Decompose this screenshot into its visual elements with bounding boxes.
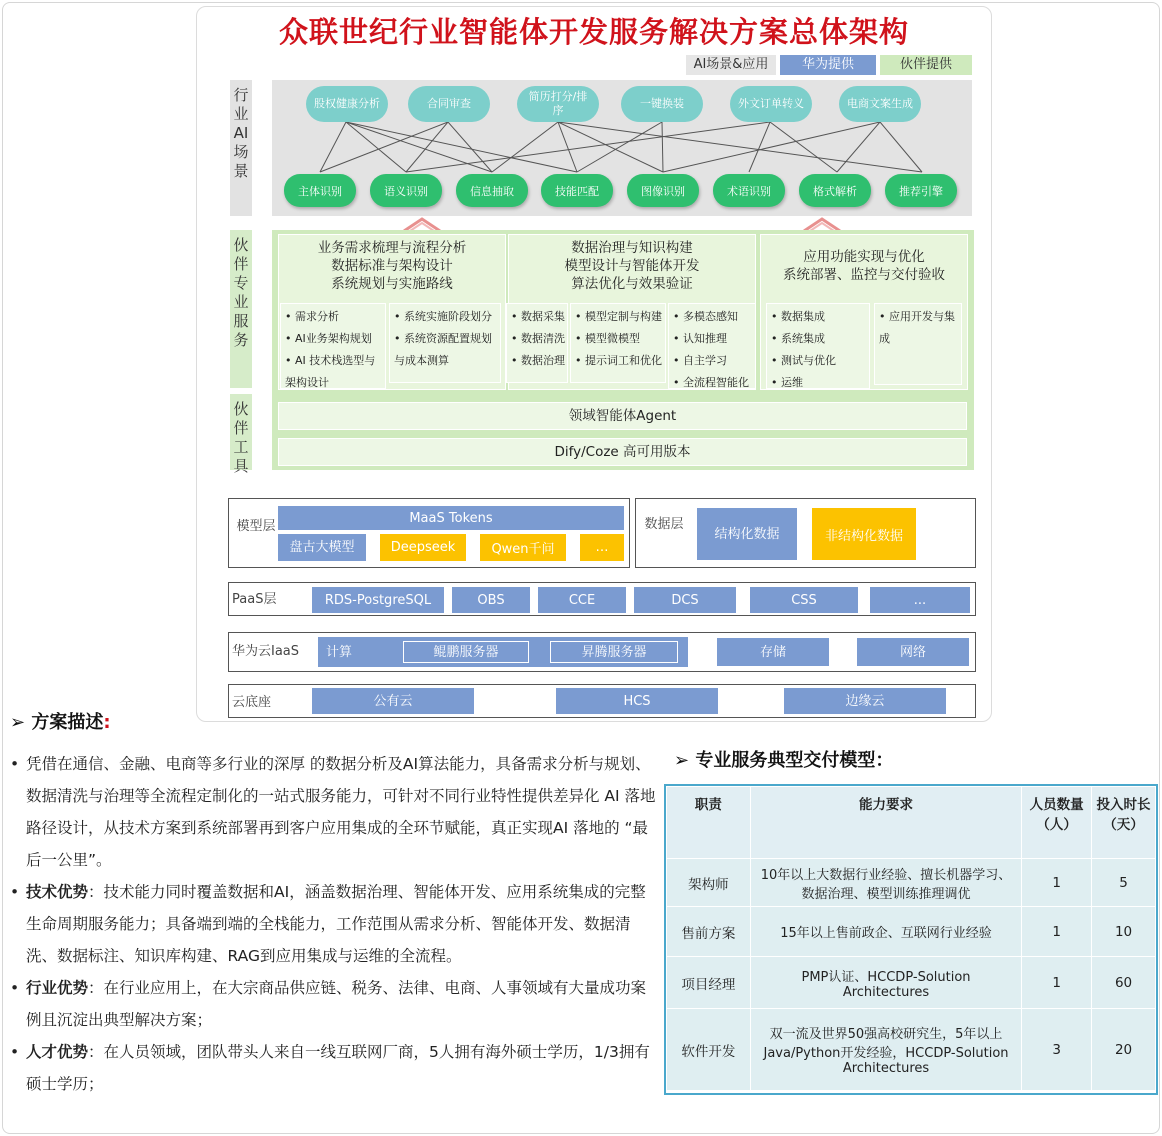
scene-order-translation: 外文订单转义 <box>730 86 812 122</box>
desc-item: • 行业优势：在行业应用上，在大宗商品供应链、税务、法律、电商、人事领域有大量成功案例且沉淀出典型解决方案； <box>10 972 660 1036</box>
side-label-tools: 伙伴工具 <box>230 394 252 470</box>
maas-tokens: MaaS Tokens <box>278 506 624 530</box>
base-hcs: HCS <box>556 688 718 714</box>
service-sub-2: • 系统实施阶段划分 • 系统资源配置规划 与成本测算 <box>389 303 501 383</box>
data-layer-box <box>635 498 976 568</box>
side-label-services: 伙伴专业服务 <box>230 230 252 388</box>
table-row <box>667 859 1156 907</box>
service-sub-5: • 多模态感知 • 认知推理 • 自主学习 • 全流程智能化 <box>668 303 756 389</box>
iaas-ascend: 昇腾服务器 <box>550 641 678 663</box>
cap-skill-matching: 技能匹配 <box>541 174 613 207</box>
th-headcount: 人员数量（人） <box>1022 787 1092 859</box>
cell-requirements: 15年以上售前政企、互联网行业经验 <box>750 907 1021 957</box>
cell-duration: 60 <box>1092 957 1156 1009</box>
service-col2-title: 数据治理与知识构建 模型设计与智能体开发 算法优化与效果验证 <box>564 240 700 292</box>
cell-requirements: 10年以上大数据行业经验、擅长机器学习、数据治理、模型训练推理调优 <box>750 859 1021 907</box>
model-layer-label: 模型层 <box>236 519 276 534</box>
cap-info-extraction: 信息抽取 <box>456 174 528 207</box>
cell-duration: 5 <box>1092 859 1156 907</box>
base-layer-label: 云底座 <box>232 695 272 710</box>
cap-format-parsing: 格式解析 <box>799 174 871 207</box>
paas-more: ... <box>870 587 970 613</box>
cell-headcount: 1 <box>1022 859 1092 907</box>
paas-cce: CCE <box>538 587 626 613</box>
service-col1-title: 业务需求梳理与流程分析 数据标准与架构设计 系统规划与实施路线 <box>317 240 467 292</box>
cell-headcount: 1 <box>1022 957 1092 1009</box>
data-unstructured: 非结构化数据 <box>812 508 916 560</box>
arrow-bullet-icon: ➢ <box>10 712 32 733</box>
service-sub-4: • 模型定制与构建 • 模型微模型 • 提示词工和优化 <box>570 303 666 383</box>
scene-resume-scoring: 简历打分/排序 <box>517 86 599 122</box>
iaas-compute-label: 计算 <box>326 644 353 660</box>
cell-duration: 10 <box>1092 907 1156 957</box>
cell-role: 售前方案 <box>667 907 751 957</box>
cell-role: 架构师 <box>667 859 751 907</box>
cell-role: 项目经理 <box>667 957 751 1009</box>
cell-requirements: PMP认证、HCCDP-Solution Architectures <box>750 957 1021 1009</box>
cap-image-recognition: 图像识别 <box>627 174 699 207</box>
scene-equity-health: 股权健康分析 <box>306 86 388 122</box>
table-heading: ➢ 专业服务典型交付模型： <box>674 750 894 771</box>
scene-contract-review: 合同审查 <box>408 86 490 122</box>
tool-dify-coze: Dify/Coze 高可用版本 <box>278 438 967 466</box>
service-sub-1: • 需求分析 • AI业务架构规划 • AI 技术栈选型与 架构设计 <box>280 303 386 389</box>
legend-huawei: 华为提供 <box>780 55 876 75</box>
table-row <box>667 957 1156 1009</box>
model-deepseek: Deepseek <box>380 534 466 561</box>
delivery-model-table <box>666 786 1156 1091</box>
cell-requirements: 双一流及世界50强高校研究生，5年以上Java/Python开发经验，HCCDP-Solution Architectures <box>750 1009 1021 1091</box>
paas-rds: RDS-PostgreSQL <box>312 587 444 613</box>
base-edge-cloud: 边缘云 <box>784 688 946 714</box>
tool-domain-agent: 领域智能体Agent <box>278 402 967 430</box>
cap-term-recognition: 术语识别 <box>713 174 785 207</box>
desc-item: • 技术优势：技术能力同时覆盖数据和AI，涵盖数据治理、智能体开发、应用系统集成的完整生命周期服务能力；具备端到端的全栈能力，工作范围从需求分析、智能体开发、数据清洗、数据标注、知识库构建、RAG到应用集成与运维的全流程。 <box>10 876 660 972</box>
iaas-network: 网络 <box>857 638 969 666</box>
cell-headcount: 3 <box>1022 1009 1092 1091</box>
arrow-bullet-icon: ➢ <box>674 750 696 771</box>
data-layer-label: 数据层 <box>644 517 684 532</box>
scene-ecommerce-copy: 电商文案生成 <box>839 86 921 122</box>
cap-recommend-engine: 推荐引擎 <box>885 174 957 207</box>
base-public-cloud: 公有云 <box>312 688 474 714</box>
iaas-kunpeng: 鲲鹏服务器 <box>403 641 529 663</box>
legend-ai-scene: AI场景&应用 <box>686 55 776 75</box>
model-more: … <box>580 534 624 561</box>
service-col3-title: 应用功能实现与优化 系统部署、监控与交付验收 <box>783 249 945 283</box>
iaas-layer-label: 华为云IaaS <box>232 644 300 659</box>
iaas-storage: 存储 <box>717 638 829 666</box>
paas-dcs: DCS <box>634 587 736 613</box>
table-row <box>667 1009 1156 1091</box>
table-row <box>667 907 1156 957</box>
data-structured: 结构化数据 <box>697 508 797 560</box>
paas-layer-label: PaaS层 <box>232 592 277 607</box>
paas-css: CSS <box>750 587 858 613</box>
service-sub-3: • 数据采集 • 数据清洗 • 数据治理 <box>506 303 568 383</box>
th-duration: 投入时长（天） <box>1092 787 1156 859</box>
service-sub-7: • 应用开发与集 成 <box>874 303 962 385</box>
service-sub-6: • 数据集成 • 系统集成 • 测试与优化 • 运维 <box>766 303 870 389</box>
diagram-title: 众联世纪行业智能体开发服务解决方案总体架构 <box>278 15 909 49</box>
desc-heading: ➢ 方案描述: <box>10 712 111 733</box>
paas-obs: OBS <box>452 587 530 613</box>
th-requirements: 能力要求 <box>750 787 1021 859</box>
model-qwen: Qwen千问 <box>480 534 566 561</box>
table-header-row <box>667 787 1156 859</box>
legend-partner: 伙伴提供 <box>880 55 972 75</box>
desc-item: • 凭借在通信、金融、电商等多行业的深厚 的数据分析及AI算法能力，具备需求分析与规划、数据清洗与治理等全流程定制化的一站式服务能力，可针对不同行业特性提供差异化 AI 落地路径设计，从技术方案到系统部署再到客户应用集成的全环节赋能，真正实现AI 落地的 “最后一公里”。 <box>10 748 660 876</box>
cell-headcount: 1 <box>1022 907 1092 957</box>
side-label-scenes: 行业AI场景 <box>230 80 252 216</box>
cap-semantic-recognition: 语义识别 <box>370 174 442 207</box>
desc-item: • 人才优势：在人员领域，团队带头人来自一线互联网厂商，5人拥有海外硕士学历，1/3拥有硕士学历； <box>10 1036 660 1100</box>
cap-entity-recognition: 主体识别 <box>284 174 356 207</box>
th-role: 职责 <box>667 787 751 859</box>
description-list <box>10 748 660 1100</box>
model-pangu: 盘古大模型 <box>278 534 366 561</box>
scene-one-click-outfit: 一键换装 <box>621 86 703 122</box>
cell-role: 软件开发 <box>667 1009 751 1091</box>
cell-duration: 20 <box>1092 1009 1156 1091</box>
